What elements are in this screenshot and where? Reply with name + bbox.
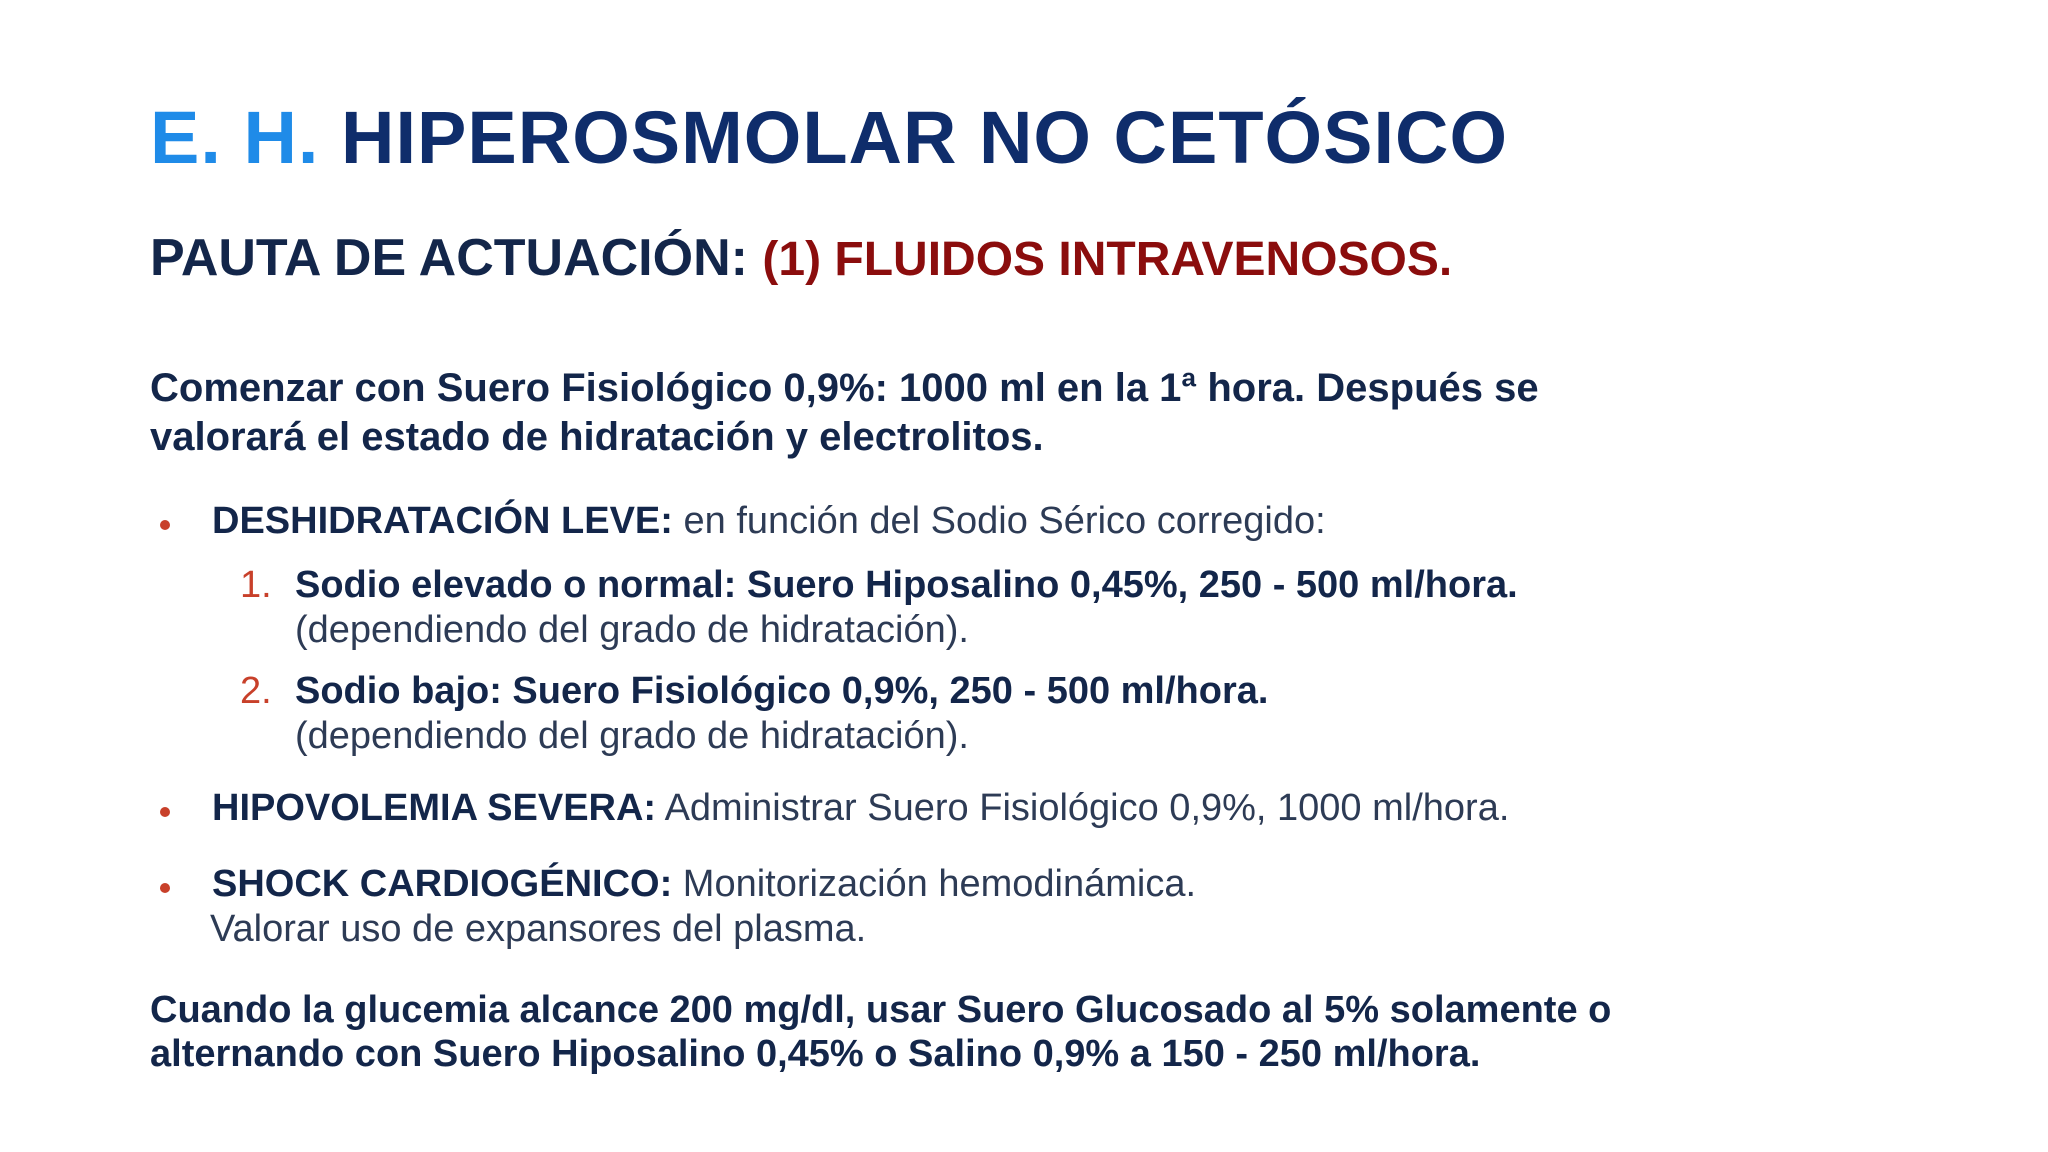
outro-line-2: alternando con Suero Hiposalino 0,45% o Salino 0,9% a 150 - 250 ml/hora. — [150, 1033, 1481, 1075]
bullet-dot-icon — [160, 883, 170, 893]
item-text: Sodio elevado o normal: Suero Hiposalino 0,45%, 250 - 500 ml/hora. — [295, 564, 1518, 606]
bullet-label: SHOCK CARDIOGÉNICO: — [212, 863, 673, 905]
bullet-body: Administrar Suero Fisiológico 0,9%, 1000 ml/hora. — [664, 787, 1510, 829]
item-number: 2. — [240, 670, 272, 712]
bullet-dot-icon — [160, 520, 170, 530]
item-number: 1. — [240, 564, 272, 606]
item-text: Sodio bajo: Suero Fisiológico 0,9%, 250 - 500 ml/hora. — [295, 670, 1269, 712]
bullet-continuation: Valorar uso de expansores del plasma. — [210, 908, 867, 950]
bullet-body: en función del Sodio Sérico corregido: — [683, 500, 1326, 542]
slide-title — [150, 95, 1508, 180]
outro-paragraph — [150, 988, 2000, 1076]
bullet-text — [212, 863, 1196, 906]
title-main: HIPEROSMOLAR NO CETÓSICO — [341, 96, 1508, 179]
subtitle-label: PAUTA DE ACTUACIÓN: — [150, 229, 748, 287]
intro-line-2: valorará el estado de hidratación y electrolitos. — [150, 415, 1044, 459]
item-subtext: (dependiendo del grado de hidratación). — [295, 609, 969, 651]
outro-line-1: Cuando la glucemia alcance 200 mg/dl, usar Suero Glucosado al 5% solamente o — [150, 989, 1612, 1031]
intro-line-1: Comenzar con Suero Fisiológico 0,9%: 1000 ml en la 1ª hora. Después se — [150, 366, 1539, 410]
bullet-text — [212, 787, 1509, 830]
bullet-label: DESHIDRATACIÓN LEVE: — [212, 500, 673, 542]
intro-paragraph — [150, 364, 1950, 462]
bullet-text — [212, 500, 1326, 543]
bullet-label: HIPOVOLEMIA SEVERA: — [212, 787, 657, 829]
slide-subtitle — [150, 228, 1452, 288]
bullet-dot-icon — [160, 807, 170, 817]
title-prefix: E. H. — [150, 96, 320, 179]
item-subtext: (dependiendo del grado de hidratación). — [295, 715, 969, 757]
bullet-body: Monitorización hemodinámica. — [682, 863, 1197, 905]
subtitle-highlight: (1) FLUIDOS INTRAVENOSOS. — [762, 233, 1453, 286]
